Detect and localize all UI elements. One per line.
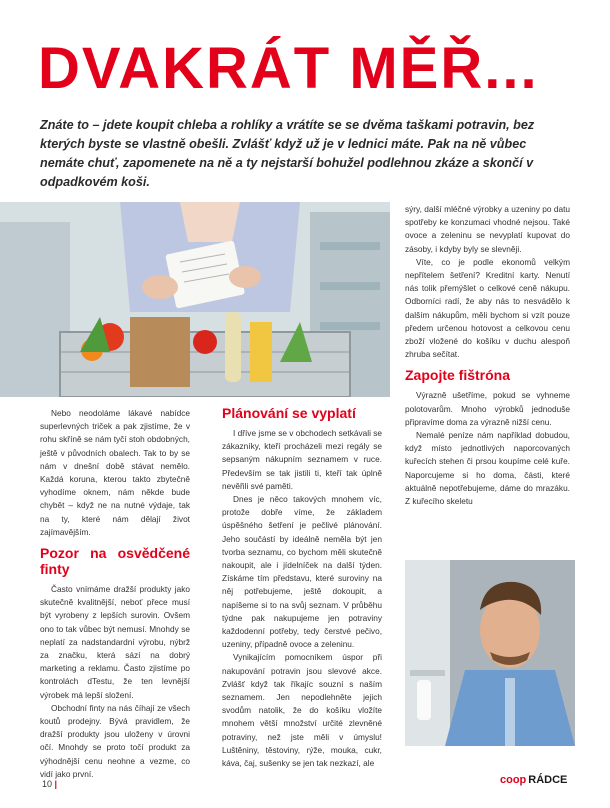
paragraph: sýry, další mléčné výrobky a uzeniny po datu spotřeby ke konzumaci vhodné nejsou. Také ovoce a zeleninu se nevyplatí kupovat do zásoby, i kdyby byly se slevněji. [405, 204, 570, 254]
paragraph: Nemalé peníze nám například dobudou, když místo jednotlivých naporcovaných kuřecích stehen či prsou koupíme celé kuře. Naporcujeme si ho doma, části, které aktuálně nepotřebujeme, dáme do mrazáku. Z kuřecího skeletu [405, 430, 570, 507]
logo-coop: coop [500, 774, 527, 786]
section-heading-tricks: Pozor na osvědčené finty [40, 545, 190, 578]
shopping-photo [0, 202, 390, 397]
section-heading-planning: Plánování se vyplatí [222, 405, 356, 421]
paragraph: Často vnímáme dražší produkty jako skutečně kvalitnější, neboť přece musí být vyrobeny z lepších surovin. Ovšem ono to tak vůbec být nemusí. Mnohdy se neplatí za nadstandardní výrobu, nýbrž za značku, která sází na dobrý marketing a reklamu. Často zjistíme po kontrolách dTestu, že ten levnější výrobek má lepší složení. [40, 584, 190, 700]
paragraph: Dnes je něco takových mnohem víc, protože dobře víme, že základem úspěšného šetření je pečlivé plánování. Jeho součástí by ideálně neměla být jen tvorba seznamu, co bychom měli skutečně nakoupit, ale i jídelníček na další týden. Získáme tím představu, které suroviny na něj potřebujeme, ještě dokoupit, a napíšeme si to na svůj seznam. V průběhu týdne pak nakupujeme jen potraviny každodenní potřeby, tedy čerstvé pečivo, uzeniny, případně ovoce a zeleninu. [222, 494, 382, 650]
column-2 [222, 427, 382, 770]
fridge-illustration [405, 560, 575, 746]
fridge-photo [405, 560, 575, 746]
page-number [42, 779, 57, 789]
logo-radce: RÁDCE [528, 774, 568, 786]
paragraph: Nebo neodoláme lákavé nabídce superlevných triček a pak zjistíme, že v rohu skříně se nám tyčí stoh obdobných, ještě v původních obalech. Tak to by se nám v dnešní době stávat nemělo. Každá koruna, kterou takto zbytečně vyhodíme oknem, nám někde bude chybět – když ne na nutné výdaje, tak na ty, které nám dělají život zajímavějším. [40, 408, 190, 537]
article-title: DVAKRÁT MĚŘ... [38, 36, 539, 101]
column-1 [40, 407, 190, 781]
column-3 [405, 203, 570, 508]
paragraph: Víte, co je podle ekonomů velkým nepřítelem šetření? Kreditní karty. Nenutí nás tolik přemýšlet o celkové ceně nákupu. Odborníci radí, že aby nás to nesvádělo k dalším nákupům, měli bychom si vzít pouze předem určenou hotovost a celkovou cenu zboží vložené do košíku v duchu alespoň zhruba sečítat. [405, 256, 570, 360]
paragraph: Výrazně ušetříme, pokud se vyhneme polotovarům. Mnoho výrobků jednoduše připravíme doma za výrazně nižší cenu. [405, 390, 570, 427]
shopping-illustration [0, 202, 390, 397]
page-divider: | [54, 779, 58, 789]
page-number-text: 10 [42, 779, 53, 789]
paragraph: Vynikajícím pomocníkem úspor při nakupování potravin jsou slevové akce. Zvlášť když tak říkajíc souzní s naším seznamem. Jen nepodlehněte jejich svodům natolik, že do košíku vložíte mnohem větší množství určité zlevněné potraviny, než jste měli v úmyslu! Luštěniny, těstoviny, rýže, mouka, cukr, káva, čaj, sušenky se jen tak nezkazí, ale [222, 652, 382, 769]
article-lead: Znáte to – jdete koupit chleba a rohlíky a vrátíte se se dvěma taškami potravin, bez kterých byste se vlastně obešli. Zvlášť když už je v lednici máte. Pak na ně vůbec nemáte chuť, zapomenete na ně a ty nejstarší bohužel podlehnou zkáze a skončí v odpadkovém koši. [40, 118, 535, 189]
paragraph: Obchodní finty na nás číhají ze všech koutů prodejny. Bývá pravidlem, že dražší produkty jsou uloženy v úrovni očí. Mnohdy se proto točí produkt za výhodnější cenu neohne a vezme, co vidí jako první. [40, 702, 190, 779]
paragraph: I dříve jsme se v obchodech setkávali se zákazníky, kteří procházeli mezi regály se sepsaným nákupním seznamem v ruce. Především se tak jistili ti, kteří tak úplně nevěřili své paměti. [222, 428, 382, 491]
section-heading-fistron: Zapojte fištróna [405, 367, 511, 384]
coop-radce-logo [500, 774, 567, 786]
